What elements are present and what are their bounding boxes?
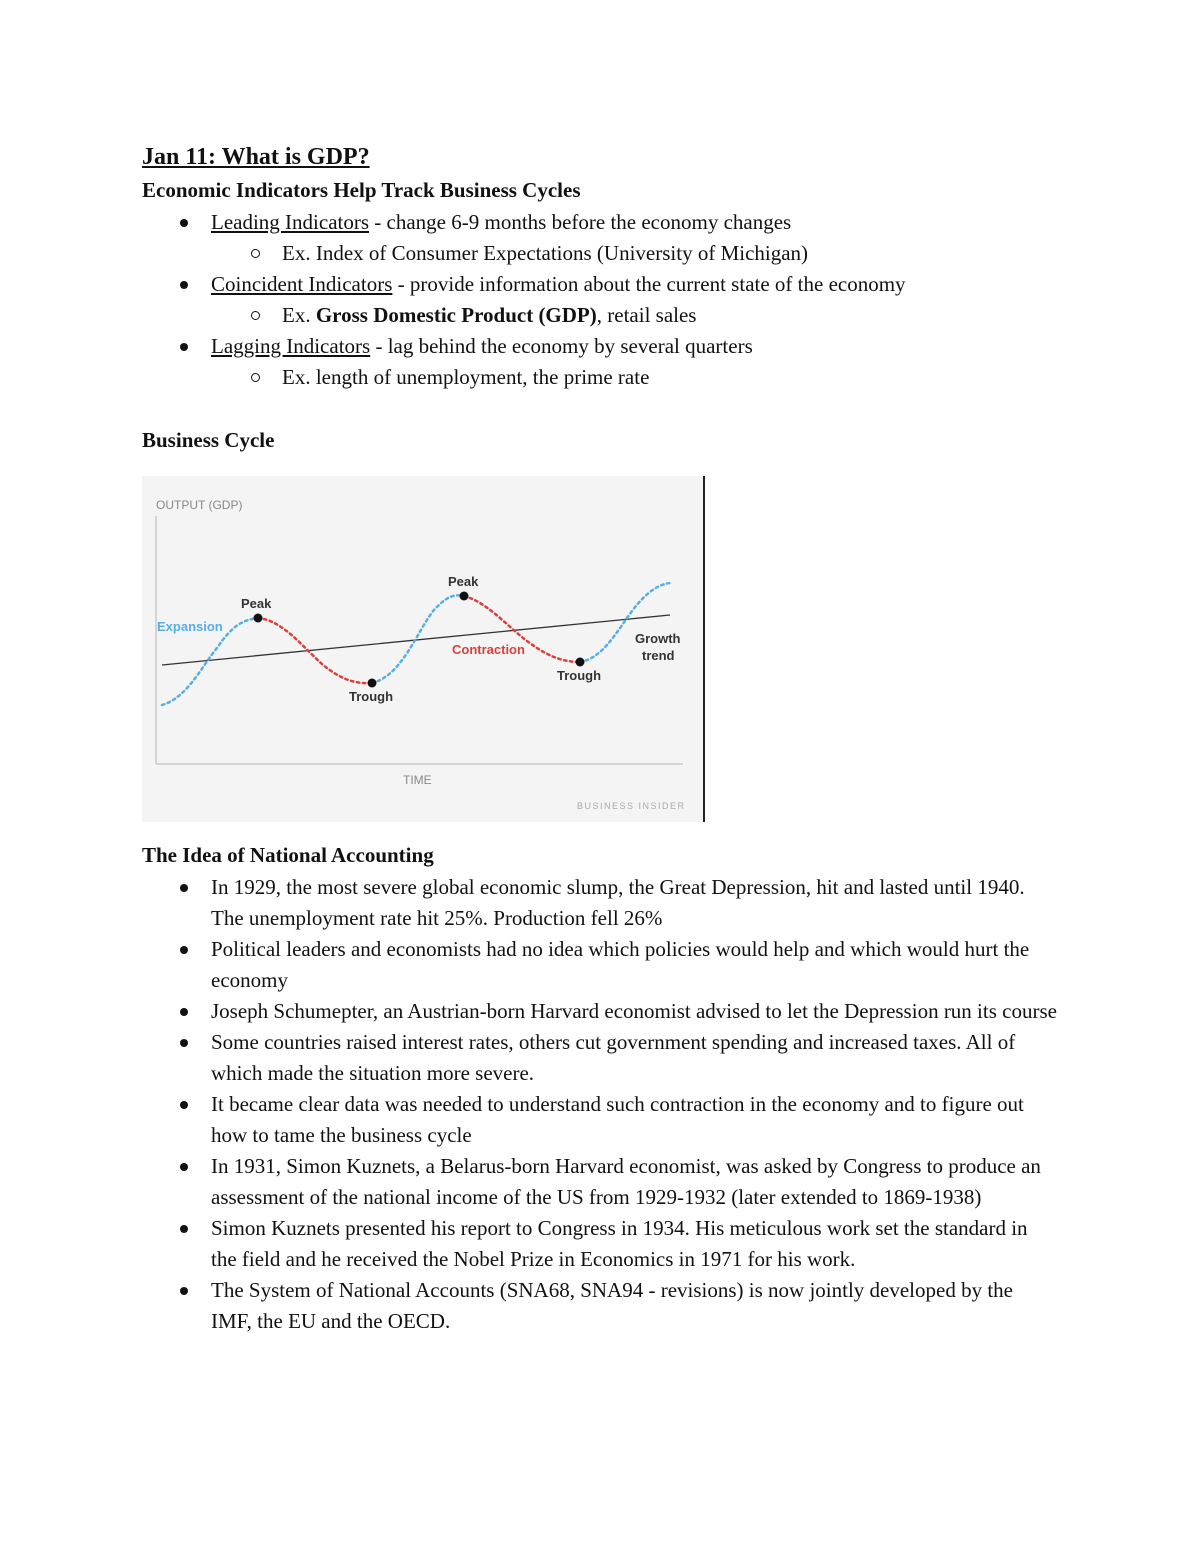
list-item: The System of National Accounts (SNA68, SNA94 - revisions) is now jointly developed by the IMF, the EU and the OECD. <box>142 1275 1057 1337</box>
list-item-leading <box>142 207 1072 269</box>
peak-point-2 <box>460 592 469 601</box>
trough-label-2: Trough <box>557 668 602 683</box>
section-heading-indicators: Economic Indicators Help Track Business Cycles <box>142 178 581 202</box>
example-text: Ex. length of unemployment, the prime rate <box>282 365 650 389</box>
growth-trend-label-2: trend <box>642 648 675 663</box>
list-item: It became clear data was needed to understand such contraction in the economy and to figure out how to tame the business cycle <box>142 1089 1057 1151</box>
indicators-list <box>142 207 1072 393</box>
term-desc: - provide information about the current state of the economy <box>392 272 906 296</box>
list-item: Political leaders and economists had no idea which policies would help and which would hurt the economy <box>142 934 1057 996</box>
term-lagging-indicators: Lagging Indicators <box>211 334 371 358</box>
source-label: BUSINESS INSIDER <box>577 801 686 811</box>
list-item-coincident <box>142 269 1072 331</box>
list-item: Some countries raised interest rates, others cut government spending and increased taxes. All of which made the situation more severe. <box>142 1027 1057 1089</box>
example-item <box>211 362 1072 393</box>
y-axis-label: OUTPUT (GDP) <box>156 498 243 512</box>
trough-label-1: Trough <box>349 689 394 704</box>
growth-trend-label-1: Growth <box>635 631 681 646</box>
list-item-lagging <box>142 331 1072 393</box>
peak-label-1: Peak <box>241 596 272 611</box>
example-item <box>211 300 1072 331</box>
sub-list <box>211 238 1072 269</box>
list-item: Simon Kuznets presented his report to Congress in 1934. His meticulous work set the standard in the field and he received the Nobel Prize in Economics in 1971 for his work. <box>142 1213 1057 1275</box>
sub-list <box>211 300 1072 331</box>
term-leading-indicators: Leading Indicators <box>211 210 370 234</box>
trough-point-1 <box>368 679 377 688</box>
term-desc: - change 6-9 months before the economy changes <box>369 210 792 234</box>
section-heading-national-accounting: The Idea of National Accounting <box>142 843 434 867</box>
term-desc: - lag behind the economy by several quarters <box>370 334 753 358</box>
chart-svg <box>142 476 703 822</box>
list-item: In 1929, the most severe global economic slump, the Great Depression, hit and lasted until 1940. The unemployment rate hit 25%. Production fell 26% <box>142 872 1057 934</box>
peak-point-1 <box>254 614 263 623</box>
example-bold: Gross Domestic Product (GDP) <box>315 303 597 327</box>
business-cycle-chart <box>142 476 705 822</box>
page-title: Jan 11: What is GDP? <box>142 144 370 170</box>
list-item: Joseph Schumepter, an Austrian-born Harvard economist advised to let the Depression run its course <box>142 996 1057 1027</box>
trough-point-2 <box>576 658 585 667</box>
x-axis-label: TIME <box>403 773 432 787</box>
section-heading-business-cycle: Business Cycle <box>142 428 275 452</box>
example-prefix: Ex. <box>282 303 316 327</box>
national-accounting-list <box>142 872 1057 1337</box>
sub-list <box>211 362 1072 393</box>
expansion-label: Expansion <box>157 619 223 634</box>
term-coincident-indicators: Coincident Indicators <box>211 272 393 296</box>
example-item <box>211 238 1072 269</box>
peak-label-2: Peak <box>448 574 479 589</box>
contraction-label: Contraction <box>452 642 525 657</box>
example-text: Ex. Index of Consumer Expectations (University of Michigan) <box>282 241 809 265</box>
list-item: In 1931, Simon Kuznets, a Belarus-born Harvard economist, was asked by Congress to produce an assessment of the national income of the US from 1929-1932 (later extended to 1869-1938) <box>142 1151 1057 1213</box>
example-suffix: , retail sales <box>596 303 697 327</box>
